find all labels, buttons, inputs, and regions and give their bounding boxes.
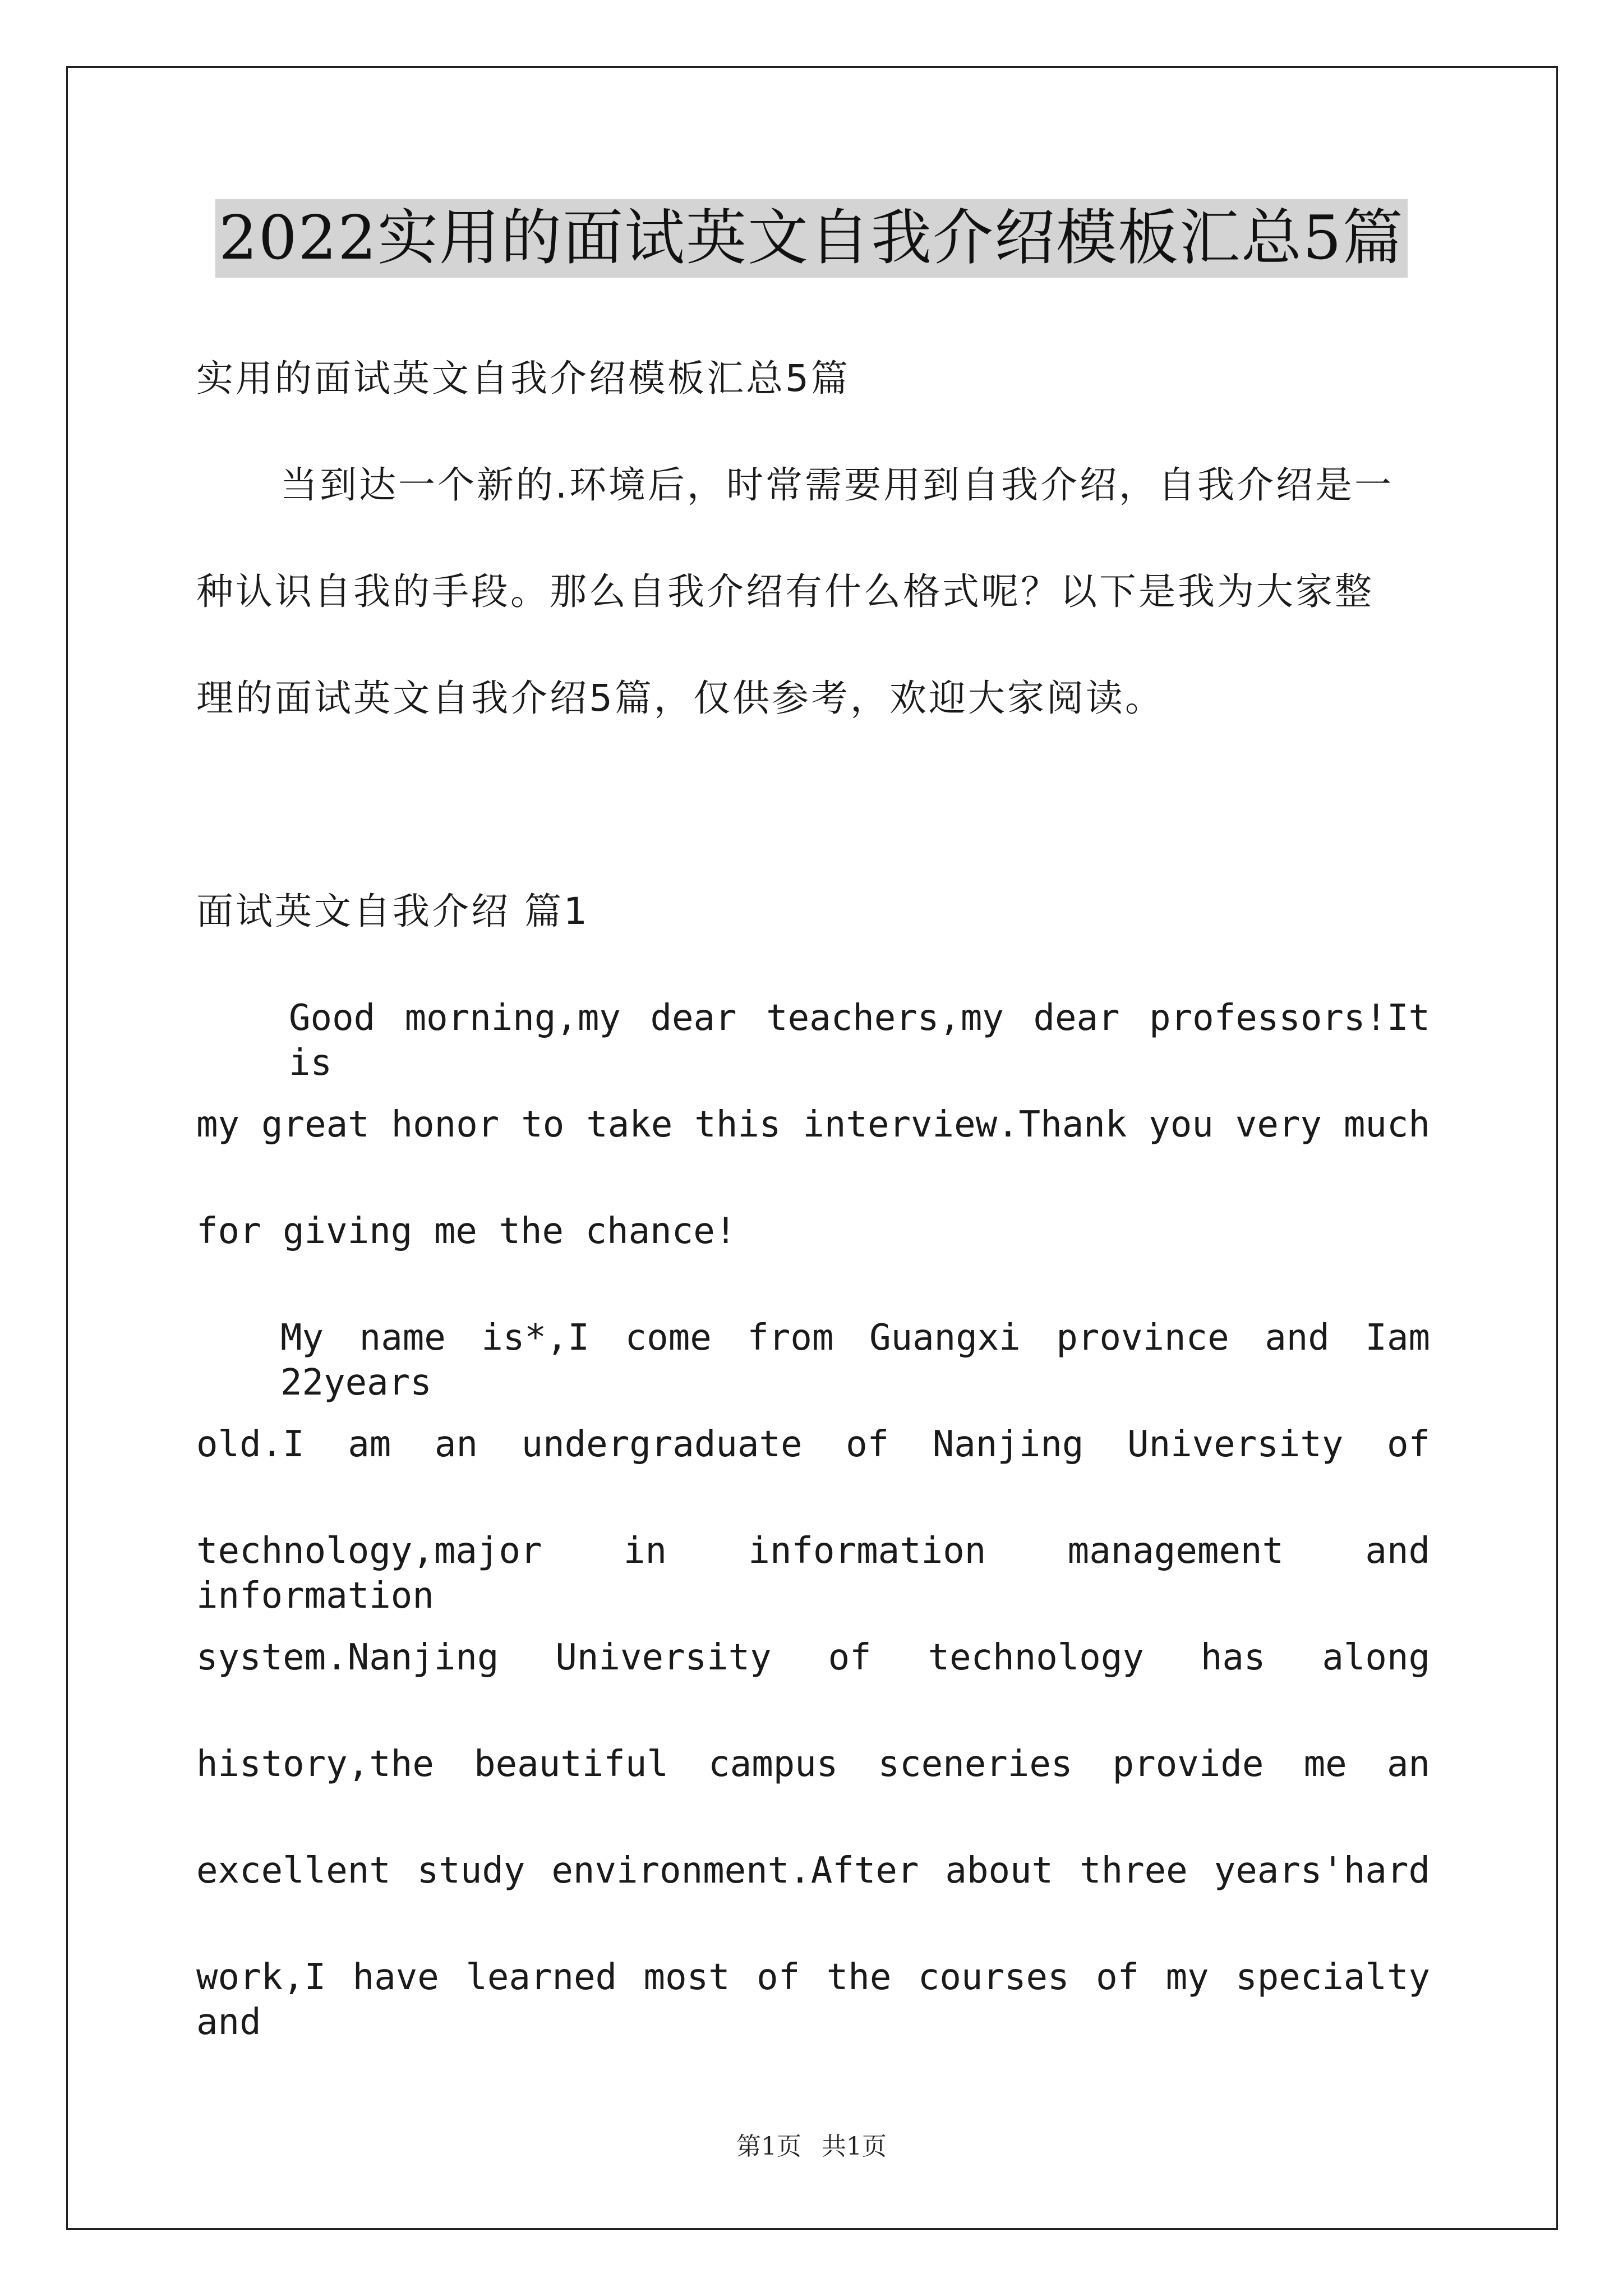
para1-line-1: Good morning,my dear teachers,my dear professors!It is: [289, 997, 1430, 1084]
intro-line-1: 当到达一个新的.环境后，时常需要用到自我介绍，自我介绍是一: [280, 463, 1394, 507]
para2-line-3: technology,major in information management and information: [196, 1530, 1430, 1617]
page-total: 共1页: [822, 2132, 887, 2161]
intro-line-3: 理的面试英文自我介绍5篇，仅供参考，欢迎大家阅读。: [196, 677, 1164, 720]
document-title: 2022实用的面试英文自我介绍模板汇总5篇: [215, 199, 1408, 278]
para1-line-3: for giving me the chance!: [196, 1211, 737, 1252]
para2-line-7: work,I have learned most of the courses of my specialty and: [196, 1957, 1430, 2043]
intro-line-2: 种认识自我的手段。那么自我介绍有什么格式呢？以下是我为大家整: [196, 570, 1374, 613]
para2-line-6: excellent study environment.After about three years'hard: [196, 1850, 1430, 1892]
para2-line-4: system.Nanjing University of technology has along: [196, 1637, 1430, 1678]
para2-line-1: My name is*,I come from Guangxi province and Iam 22years: [280, 1317, 1430, 1404]
document-subtitle: 实用的面试英文自我介绍模板汇总5篇: [196, 357, 850, 400]
para1-line-2: my great honor to take this interview.Thank you very much: [196, 1104, 1430, 1145]
para2-line-5: history,the beautiful campus sceneries provide me an: [196, 1743, 1430, 1785]
page-current: 第1页: [736, 2132, 801, 2161]
section-heading: 面试英文自我介绍 篇1: [196, 890, 589, 933]
page-footer: [0, 2126, 1623, 2162]
title-container: [0, 199, 1623, 278]
para2-line-2: old.I am an undergraduate of Nanjing University of: [196, 1424, 1430, 1465]
